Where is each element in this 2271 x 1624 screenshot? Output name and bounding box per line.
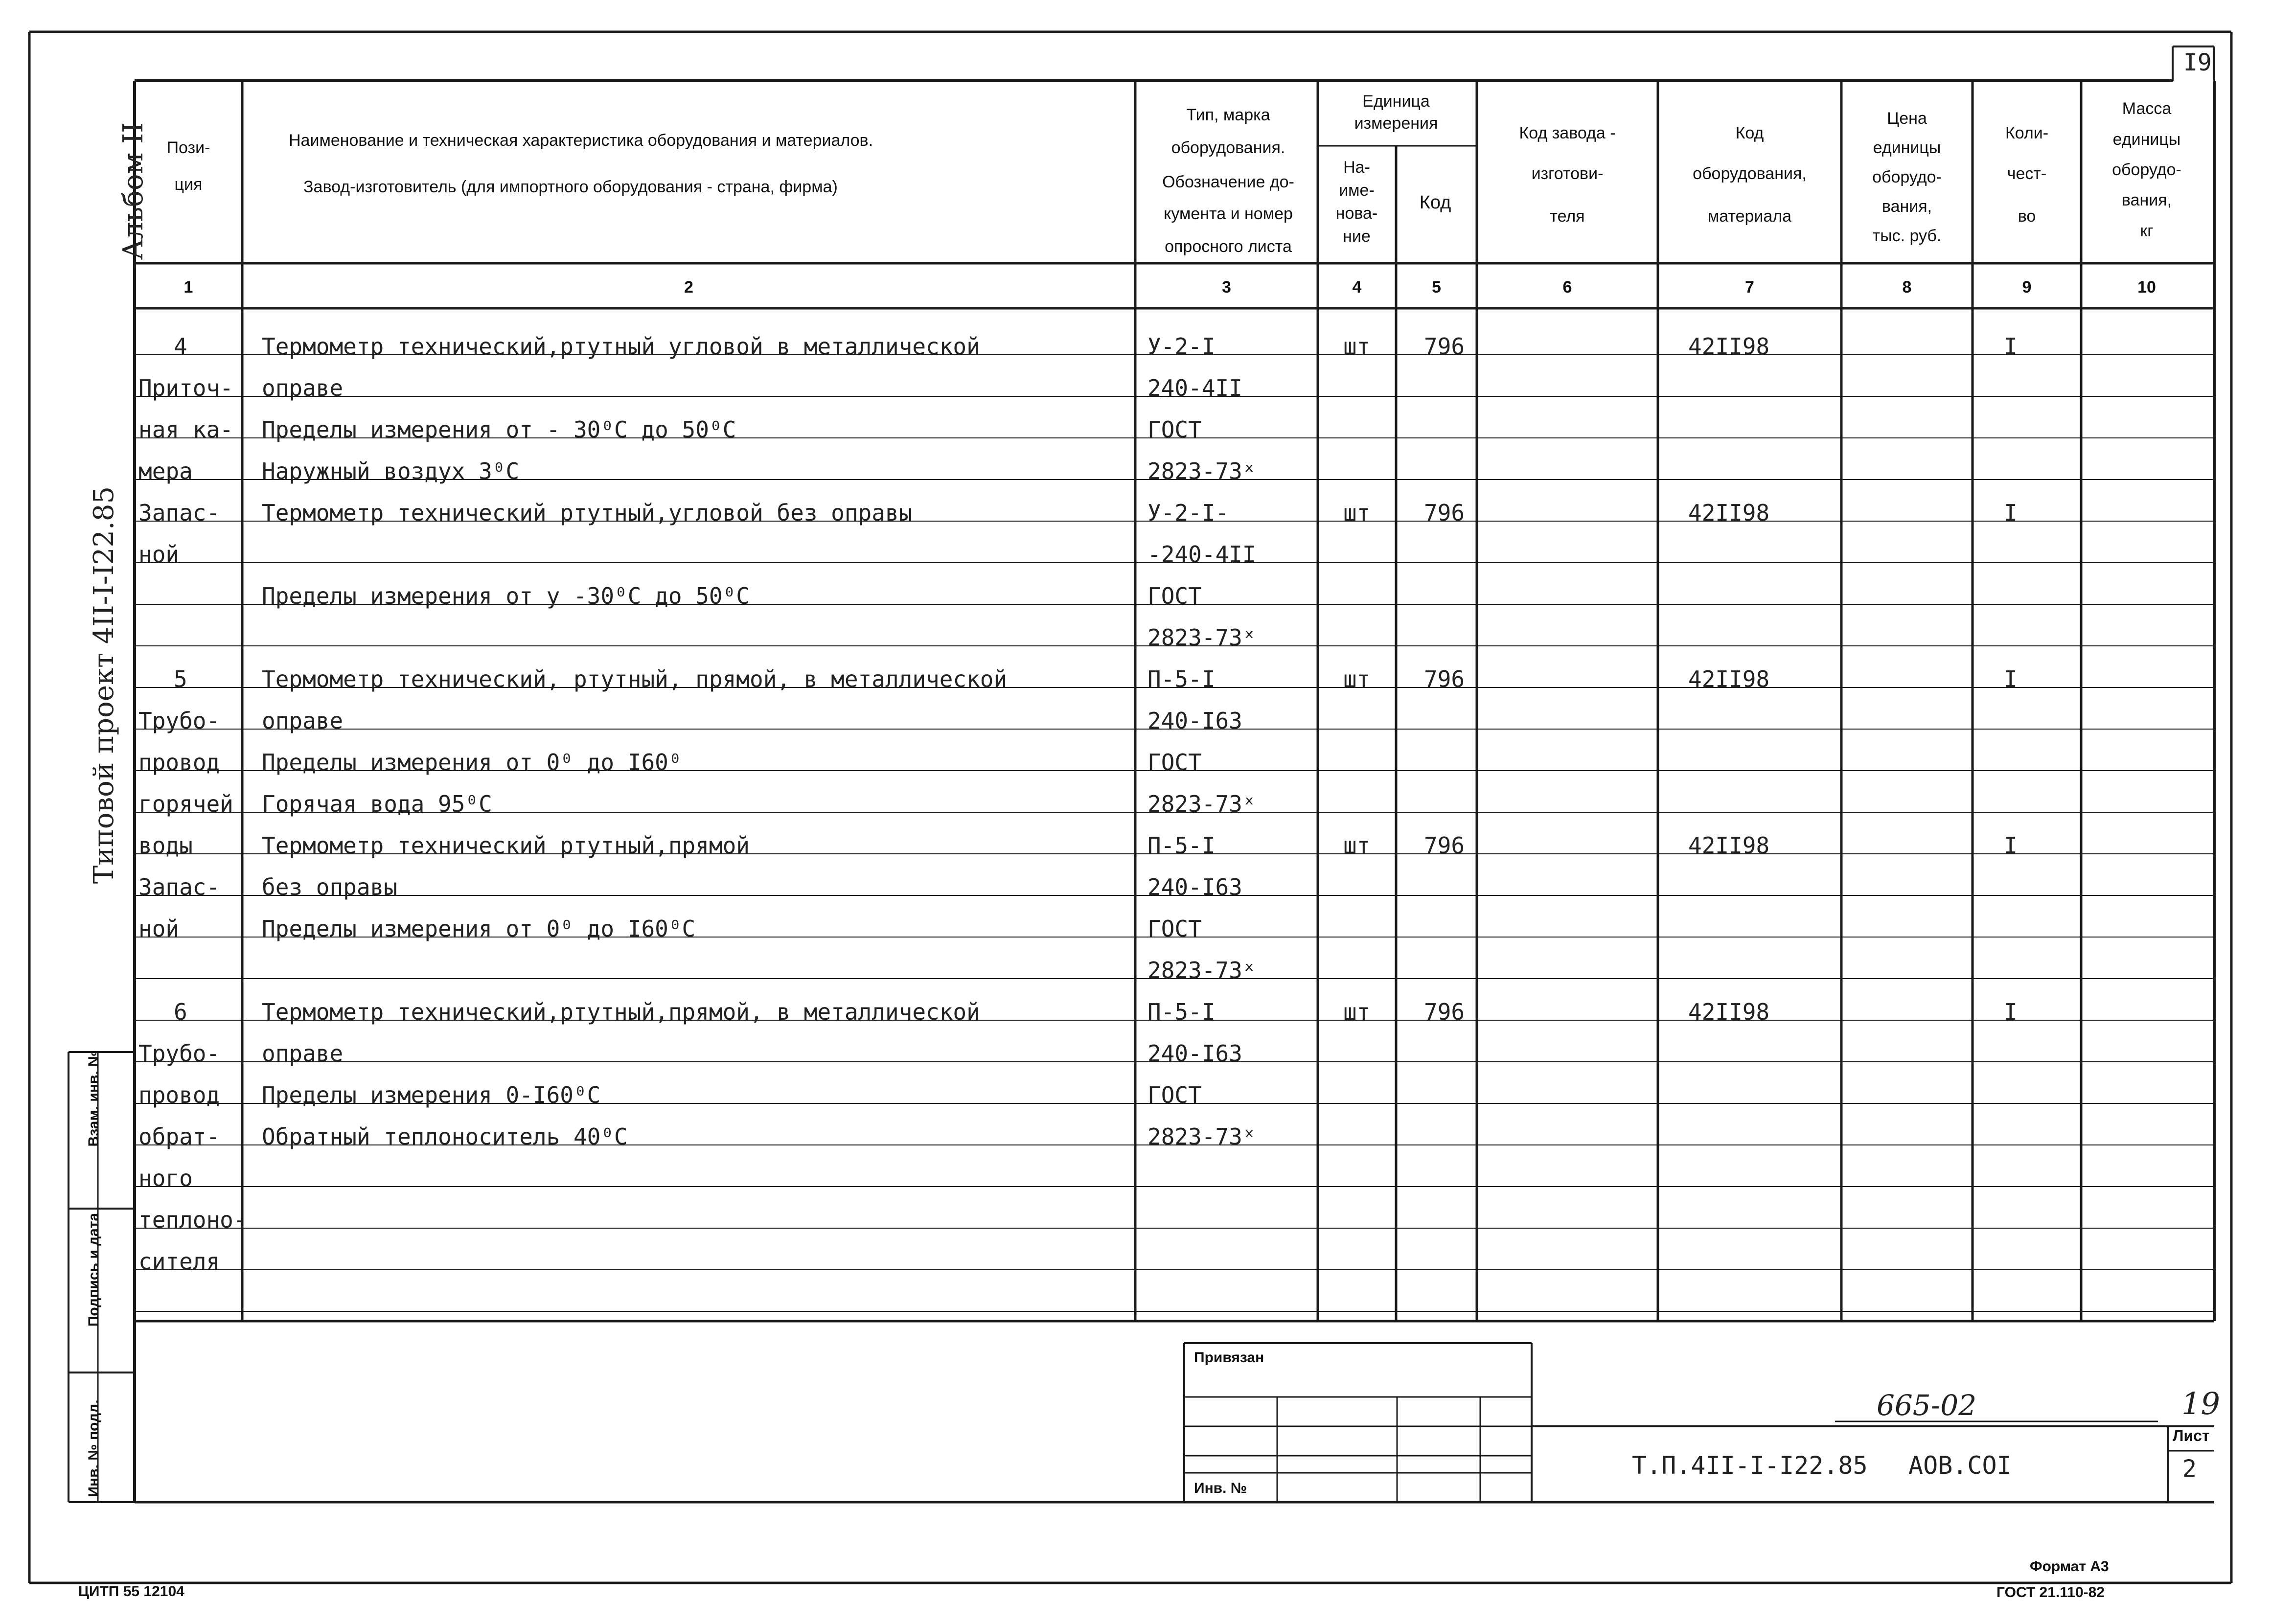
item-name-cell: Термометр технический ртутный,прямой (262, 832, 750, 859)
footer-standard: ГОСТ 21.110-82 (1996, 1584, 2105, 1601)
document-cell: ГОСТ (1147, 1082, 1202, 1108)
column-number: 8 (1902, 278, 1912, 297)
stamp-original-inv: Инв. № подл. (86, 1399, 102, 1497)
footer-format: Формат А3 (2030, 1558, 2109, 1575)
unit-code-cell: 796 (1424, 832, 1465, 859)
header-col4-l2: име- (1339, 181, 1375, 200)
quantity-cell: I (2004, 832, 2018, 859)
header-col8-l5: тыс. руб. (1872, 227, 1942, 245)
stamp-signature-date: Подпись и дата (86, 1212, 102, 1327)
header-col6-l2: изготови- (1531, 164, 1604, 183)
position-cell: Трубо- (138, 708, 220, 734)
column-number: 2 (684, 278, 693, 297)
header-col10-l2: единицы (2112, 130, 2181, 149)
header-col8-l3: оборудо- (1872, 168, 1942, 186)
column-number: 4 (1352, 278, 1362, 297)
column-number: 10 (2137, 278, 2156, 297)
item-name-cell: Наружный воздух 3⁰С (262, 458, 520, 484)
header-col9-l1: Коли- (2005, 124, 2049, 142)
document-cell: 2823-73ˣ (1147, 458, 1256, 484)
stamp-replaced-inv: Взам. инв. № (86, 1050, 102, 1147)
footer-left-code: ЦИТП 55 12104 (78, 1583, 184, 1600)
item-name-cell: оправе (262, 1040, 344, 1067)
album-label: -Альбом II (117, 122, 149, 270)
sheet-number-handwritten: 19 (2181, 1386, 2220, 1421)
document-cell: 240-I63 (1147, 874, 1242, 900)
header-unit-group-l2: измерения (1354, 114, 1438, 133)
unit-code-cell: 796 (1424, 500, 1465, 526)
position-cell: 6 (174, 999, 187, 1025)
position-cell: мера (138, 458, 193, 484)
header-col2-l1: Наименование и техническая характеристика оборудования и материалов. (289, 131, 873, 150)
item-name-cell: Обратный теплоноситель 40⁰С (262, 1123, 628, 1150)
column-number: 6 (1562, 278, 1572, 297)
position-cell: горячей (138, 791, 233, 817)
document-cell: 240-I63 (1147, 708, 1242, 734)
unit-code-cell: 796 (1424, 999, 1465, 1025)
header-col4-l1: На- (1343, 158, 1370, 177)
quantity-cell: I (2004, 500, 2018, 526)
unit-code-cell: 796 (1424, 666, 1465, 692)
header-col8-l2: единицы (1873, 138, 1941, 157)
position-cell: провод (138, 749, 220, 776)
header-col8-l4: вания, (1881, 197, 1932, 216)
equipment-code-cell: 42II98 (1688, 666, 1770, 692)
unit-code-cell: 796 (1424, 333, 1465, 360)
header-col3-l3: Обозначение до- (1162, 173, 1294, 191)
document-cell: ГОСТ (1147, 749, 1202, 776)
position-cell: 5 (174, 666, 187, 692)
position-cell: ной (138, 915, 180, 942)
position-cell: ная ка- (138, 416, 233, 443)
document-cell: 240-I63 (1147, 1040, 1242, 1067)
document-cell: У-2-I- (1147, 500, 1229, 526)
document-cell: 2823-73ˣ (1147, 1123, 1256, 1150)
column-number: 3 (1222, 278, 1231, 297)
equipment-code-cell: 42II98 (1688, 333, 1770, 360)
sheet-label: Лист (2173, 1427, 2210, 1444)
equipment-code-cell: 42II98 (1688, 832, 1770, 859)
header-col7-l1: Код (1735, 124, 1764, 142)
column-number: 9 (2022, 278, 2032, 297)
document-cell: П-5-I (1147, 999, 1216, 1025)
position-cell: Запас- (138, 874, 220, 900)
quantity-cell: I (2004, 333, 2018, 360)
unit-name-cell: шт (1343, 999, 1371, 1025)
unit-name-cell: шт (1343, 666, 1371, 692)
document-cell: 2823-73ˣ (1147, 791, 1256, 817)
item-name-cell: Термометр технический,ртутный,прямой, в металлической (262, 999, 980, 1025)
position-cell: сителя (138, 1248, 220, 1275)
position-cell: обрат- (138, 1123, 220, 1150)
item-name-cell: Пределы измерения 0-I60⁰С (262, 1082, 601, 1108)
unit-name-cell: шт (1343, 500, 1371, 526)
header-col3-l4: кумента и номер (1164, 205, 1293, 223)
document-cell: П-5-I (1147, 832, 1216, 859)
header-col7-l2: оборудования, (1693, 164, 1807, 183)
item-name-cell: Пределы измерения от - 30⁰С до 50⁰С (262, 416, 736, 443)
position-cell: ной (138, 541, 180, 568)
item-name-cell: Термометр технический ртутный,угловой без оправы (262, 500, 913, 526)
item-name-cell: Пределы измерения от у -30⁰С до 50⁰С (262, 583, 750, 609)
title-attached-label: Привязан (1194, 1350, 1264, 1366)
item-name-cell: Пределы измерения от 0⁰ до I60⁰ (262, 749, 682, 776)
position-cell: ного (138, 1165, 193, 1191)
title-inv-label: Инв. № (1194, 1480, 1247, 1496)
item-name-cell: Термометр технический,ртутный угловой в металлической (262, 333, 980, 360)
position-cell: Приточ- (138, 375, 233, 401)
document-cell: У-2-I (1147, 333, 1216, 360)
document-cell: ГОСТ (1147, 416, 1202, 443)
document-cell: -240-4II (1147, 541, 1256, 568)
header-col4-l3: нова- (1335, 204, 1378, 223)
header-col1-l2: ция (174, 175, 203, 194)
item-name-cell: Термометр технический, ртутный, прямой, в металлической (262, 666, 1008, 692)
position-cell: Запас- (138, 500, 220, 526)
document-cell: ГОСТ (1147, 583, 1202, 609)
header-col6-l3: теля (1550, 207, 1585, 226)
header-col3-l1: Тип, марка (1186, 106, 1270, 124)
equipment-code-cell: 42II98 (1688, 500, 1770, 526)
header-col10-l1: Масса (2122, 99, 2172, 118)
document-cell: 240-4II (1147, 375, 1242, 401)
document-cell: 2823-73ˣ (1147, 624, 1256, 651)
header-col4-l4: ние (1343, 227, 1371, 246)
document-code: АОВ.СОI (1908, 1451, 2012, 1480)
header-col6-l1: Код завода - (1519, 124, 1616, 142)
header-col5: Код (1419, 192, 1451, 213)
header-col9-l3: во (2018, 207, 2036, 226)
header-unit-group-l1: Единица (1362, 92, 1430, 111)
unit-name-cell: шт (1343, 832, 1371, 859)
header-col10-l3: оборудо- (2112, 160, 2181, 179)
document-designation: Т.П.4II-I-I22.85 (1632, 1451, 1868, 1480)
item-name-cell: Горячая вода 95⁰С (262, 791, 492, 817)
column-number: 1 (184, 278, 193, 297)
column-number: 5 (1432, 278, 1441, 297)
header-col10-l5: кг (2140, 222, 2154, 240)
header-col2-l2: Завод-изготовитель (для импортного оборудования - страна, фирма) (303, 178, 838, 196)
header-col10-l4: вания, (2121, 191, 2172, 209)
item-name-cell: оправе (262, 708, 344, 734)
header-col9-l2: чест- (2007, 164, 2047, 183)
document-cell: П-5-I (1147, 666, 1216, 692)
position-cell: воды (138, 832, 193, 859)
column-number: 7 (1745, 278, 1754, 297)
header-col1-l1: Пози- (166, 138, 210, 157)
unit-name-cell: шт (1343, 333, 1371, 360)
document-cell: 2823-73ˣ (1147, 957, 1256, 984)
project-label: Типовой проект 4II-I-I22.85 (88, 486, 120, 884)
header-col3-l5: опросного листа (1165, 237, 1292, 256)
sheet-value: 2 (2182, 1455, 2197, 1483)
item-name-cell: оправе (262, 375, 344, 401)
position-cell: теплоно- (138, 1207, 247, 1233)
header-col8-l1: Цена (1887, 109, 1927, 128)
order-number: 665-02 (1877, 1389, 1977, 1422)
document-cell: ГОСТ (1147, 915, 1202, 942)
corner-sheet-number: I9 (2183, 49, 2212, 76)
quantity-cell: I (2004, 666, 2018, 692)
position-cell: 4 (174, 333, 187, 360)
item-name-cell: без оправы (262, 874, 397, 900)
item-name-cell: Пределы измерения от 0⁰ до I60⁰С (262, 915, 696, 942)
quantity-cell: I (2004, 999, 2018, 1025)
equipment-code-cell: 42II98 (1688, 999, 1770, 1025)
position-cell: Трубо- (138, 1040, 220, 1067)
header-col3-l2: оборудования. (1171, 138, 1285, 157)
position-cell: провод (138, 1082, 220, 1108)
header-col7-l3: материала (1707, 207, 1792, 226)
